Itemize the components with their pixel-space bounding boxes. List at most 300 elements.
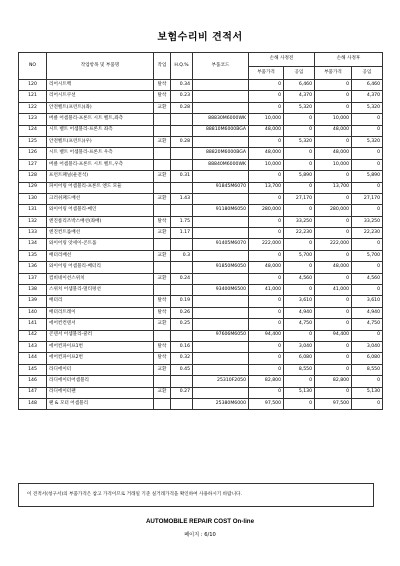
row-no: 125 [19,136,47,147]
row-hq-percent: 0.45 [171,364,193,375]
row-before-labor: 33,250 [284,216,315,227]
row-after-part-price: 0 [315,307,352,318]
row-item-name: 엔진컨트롤배선 [47,228,154,239]
row-before-part-price: 0 [249,102,284,113]
row-part-code: 88820M6000BGA [193,148,249,159]
row-after-labor: 5,890 [352,171,383,182]
row-part-code: 93400M6500 [193,285,249,296]
header-before-part-price: 부품가격 [249,67,284,80]
row-part-code: 88830M6000WK [193,114,249,125]
header-before-labor: 공임 [284,67,315,80]
row-work-type [154,239,171,250]
row-before-part-price: 0 [249,319,284,330]
row-after-labor: 33,250 [352,216,383,227]
table-row [19,80,383,91]
row-work-type: 교환 [154,171,171,182]
row-part-code [193,296,249,307]
row-after-labor: 27,170 [352,193,383,204]
row-after-part-price: 0 [315,171,352,182]
row-work-type [154,205,171,216]
row-before-labor: 0 [284,159,315,170]
row-item-name: 시트 벨트 어셈블리-프론트 좌측 [47,125,154,136]
row-hq-percent: 0.23 [171,91,193,102]
row-after-part-price: 10,000 [315,114,352,125]
row-before-labor: 0 [284,148,315,159]
row-hq-percent: 1.75 [171,216,193,227]
row-no: 143 [19,341,47,352]
row-after-part-price: 13,700 [315,182,352,193]
row-before-labor: 0 [284,239,315,250]
row-after-labor: 6,080 [352,353,383,364]
row-after-part-price: 0 [315,91,352,102]
row-after-part-price: 0 [315,136,352,147]
row-item-name: 배터리 [47,296,154,307]
row-before-labor: 0 [284,205,315,216]
table-row [19,307,383,318]
row-no: 140 [19,307,47,318]
row-item-name: 에어컨파이프2번 [47,353,154,364]
row-item-name: 에어컨파이프1번 [47,341,154,352]
row-work-type: 교환 [154,364,171,375]
table-row [19,319,383,330]
row-no: 148 [19,398,47,409]
table-row [19,182,383,193]
row-no: 130 [19,193,47,204]
row-after-labor: 6,460 [352,80,383,91]
row-no: 127 [19,159,47,170]
row-before-part-price: 222,000 [249,239,284,250]
header-item: 작업항목 및 부품명 [47,53,154,80]
row-after-labor: 5,320 [352,102,383,113]
row-part-code: 97606M6050 [193,330,249,341]
row-hq-percent [171,239,193,250]
row-no: 135 [19,250,47,261]
row-before-labor: 0 [284,182,315,193]
row-part-code: 91180M6050 [193,205,249,216]
header-hq: H.Q.% [171,53,193,80]
row-part-code [193,307,249,318]
row-before-part-price: 10,000 [249,159,284,170]
row-after-part-price: 0 [315,341,352,352]
row-before-labor: 0 [284,330,315,341]
row-before-labor: 0 [284,376,315,387]
row-hq-percent [171,114,193,125]
row-work-type: 교환 [154,193,171,204]
row-before-labor: 0 [284,398,315,409]
row-before-labor: 0 [284,114,315,125]
row-before-part-price: 82,800 [249,376,284,387]
row-before-part-price: 280,000 [249,205,284,216]
row-hq-percent: 1.17 [171,228,193,239]
row-no: 138 [19,285,47,296]
row-before-labor: 0 [284,262,315,273]
row-part-code [193,228,249,239]
row-hq-percent: 0.3 [171,250,193,261]
table-row [19,193,383,204]
row-work-type [154,182,171,193]
row-before-part-price: 48,000 [249,148,284,159]
page-indicator: 페이지 : 6/10 [184,532,216,538]
row-after-labor: 0 [352,182,383,193]
table-row [19,285,383,296]
row-after-labor: 5,130 [352,387,383,398]
row-after-labor: 0 [352,205,383,216]
row-before-labor: 8,550 [284,364,315,375]
row-after-part-price: 41,000 [315,285,352,296]
row-part-code: 91405M6070 [193,239,249,250]
row-hq-percent [171,205,193,216]
row-after-labor: 0 [352,330,383,341]
row-before-labor: 4,370 [284,91,315,102]
document-title: 보험수리비 견적서 [157,32,243,43]
row-after-labor: 0 [352,159,383,170]
row-hq-percent [171,125,193,136]
row-hq-percent [171,159,193,170]
row-before-labor: 4,940 [284,307,315,318]
row-before-labor: 3,610 [284,296,315,307]
row-part-code [193,353,249,364]
row-before-part-price: 94,400 [249,330,284,341]
row-part-code [193,341,249,352]
row-before-labor: 5,320 [284,136,315,147]
row-before-part-price: 48,000 [249,125,284,136]
row-after-labor: 0 [352,398,383,409]
row-after-labor: 0 [352,125,383,136]
row-before-part-price: 0 [249,307,284,318]
row-before-labor: 5,320 [284,102,315,113]
row-before-part-price: 0 [249,193,284,204]
row-work-type: 탈착 [154,341,171,352]
row-before-part-price: 0 [249,353,284,364]
header-after-labor: 공임 [352,67,383,80]
row-after-labor: 0 [352,114,383,125]
header-after-part-price: 부품가격 [315,67,352,80]
row-no: 139 [19,296,47,307]
row-hq-percent [171,148,193,159]
row-after-labor: 4,370 [352,91,383,102]
row-before-part-price: 0 [249,387,284,398]
row-no: 123 [19,114,47,125]
table-row [19,387,383,398]
row-part-code [193,387,249,398]
header-before-assessment: 손해 사정전 [249,53,315,67]
row-no: 124 [19,125,47,136]
row-no: 144 [19,353,47,364]
row-hq-percent: 1.43 [171,193,193,204]
table-row [19,273,383,284]
table-row [19,341,383,352]
row-before-part-price: 0 [249,228,284,239]
row-after-part-price: 0 [315,80,352,91]
row-no: 120 [19,80,47,91]
table-row [19,148,383,159]
row-item-name: 버클 어셈블리-프론트 시트 벨트,좌측 [47,114,154,125]
row-part-code [193,273,249,284]
row-before-part-price: 0 [249,80,284,91]
row-after-part-price: 0 [315,364,352,375]
row-no: 147 [19,387,47,398]
row-before-part-price: 0 [249,136,284,147]
row-part-code [193,193,249,204]
row-part-code [193,319,249,330]
row-part-code: 88810M6000BGA [193,125,249,136]
table-row [19,228,383,239]
row-part-code [193,91,249,102]
row-after-part-price: 280,000 [315,205,352,216]
row-no: 137 [19,273,47,284]
row-after-part-price: 94,400 [315,330,352,341]
row-hq-percent [171,376,193,387]
row-after-part-price: 0 [315,296,352,307]
row-work-type: 교환 [154,319,171,330]
row-item-name: 와이어링 어셈블리-메인 [47,205,154,216]
row-after-labor: 0 [352,376,383,387]
row-no: 146 [19,376,47,387]
row-after-labor: 4,940 [352,307,383,318]
row-before-labor: 4,750 [284,319,315,330]
row-before-part-price: 0 [249,250,284,261]
row-before-part-price: 0 [249,171,284,182]
row-hq-percent: 0.32 [171,353,193,364]
row-item-name: 안전벨트(프런트)(우) [47,136,154,147]
row-item-name: 파이어링 어셈블리-프론트 엔드 모듈 [47,182,154,193]
row-item-name: 엔진룸리즈박스배선(좌배) [47,216,154,227]
table-row [19,205,383,216]
header-part-code: 부품코드 [193,53,249,80]
row-work-type [154,148,171,159]
row-hq-percent [171,398,193,409]
row-work-type [154,330,171,341]
row-hq-percent: 0.16 [171,341,193,352]
row-hq-percent: 0.28 [171,102,193,113]
row-after-labor: 3,610 [352,296,383,307]
table-row [19,376,383,387]
row-hq-percent [171,182,193,193]
row-work-type: 교환 [154,387,171,398]
table-row [19,91,383,102]
table-row [19,262,383,273]
row-after-part-price: 82,800 [315,376,352,387]
row-before-labor: 5,700 [284,250,315,261]
row-after-part-price: 0 [315,228,352,239]
header-after-assessment: 손해 사정후 [315,53,383,67]
row-item-name: 콘덴서 어셈블리-쿨러 [47,330,154,341]
table-row [19,398,383,409]
row-after-labor: 3,040 [352,341,383,352]
row-part-code: 25380M6000 [193,398,249,409]
row-hq-percent: 0.27 [171,387,193,398]
footer-brand: AUTOMOBILE REPAIR COST On-line [145,518,255,525]
row-after-labor: 0 [352,148,383,159]
row-before-labor: 27,170 [284,193,315,204]
row-no: 128 [19,171,47,182]
row-hq-percent [171,330,193,341]
row-before-labor: 4,560 [284,273,315,284]
row-after-labor: 4,560 [352,273,383,284]
row-work-type: 교환 [154,273,171,284]
row-item-name: 배터리배선 [47,250,154,261]
row-work-type [154,125,171,136]
row-work-type: 탈착 [154,353,171,364]
table-row [19,125,383,136]
row-item-name: 와이어링 어셈블리-배터리 [47,262,154,273]
row-before-part-price: 41,000 [249,285,284,296]
row-work-type [154,159,171,170]
table-row [19,136,383,147]
row-before-part-price: 13,700 [249,182,284,193]
row-after-part-price: 48,000 [315,148,352,159]
row-work-type [154,398,171,409]
row-part-code [193,80,249,91]
row-after-part-price: 0 [315,319,352,330]
row-no: 121 [19,91,47,102]
table-body [19,80,383,410]
table-row [19,296,383,307]
table-row [19,171,383,182]
row-after-part-price: 0 [315,250,352,261]
row-item-name: 팬 & 모터 어셈블리 [47,398,154,409]
table-row [19,330,383,341]
row-after-part-price: 48,000 [315,262,352,273]
row-item-name: 리어시트백 [47,80,154,91]
row-after-part-price: 0 [315,102,352,113]
row-after-part-price: 222,000 [315,239,352,250]
row-work-type: 교환 [154,228,171,239]
row-no: 131 [19,205,47,216]
row-before-part-price: 0 [249,91,284,102]
row-hq-percent: 0.28 [171,136,193,147]
row-work-type: 교환 [154,102,171,113]
row-before-labor: 0 [284,285,315,296]
row-after-labor: 0 [352,239,383,250]
row-after-labor: 22,230 [352,228,383,239]
row-after-labor: 4,750 [352,319,383,330]
table-row [19,353,383,364]
row-after-part-price: 0 [315,273,352,284]
row-no: 129 [19,182,47,193]
row-hq-percent: 0.31 [171,171,193,182]
row-hq-percent [171,285,193,296]
row-before-part-price: 0 [249,273,284,284]
row-part-code: 88840M6000WK [193,159,249,170]
header-work: 작업 [154,53,171,80]
row-before-labor: 22,230 [284,228,315,239]
row-after-part-price: 0 [315,193,352,204]
row-after-labor: 5,700 [352,250,383,261]
row-work-type: 탈착 [154,91,171,102]
row-after-labor: 5,320 [352,136,383,147]
row-item-name: 라디에이터팬 [47,387,154,398]
row-no: 136 [19,262,47,273]
row-after-part-price: 10,000 [315,159,352,170]
row-part-code [193,171,249,182]
row-after-labor: 0 [352,285,383,296]
row-no: 134 [19,239,47,250]
estimate-table [18,52,383,410]
row-work-type: 교환 [154,250,171,261]
row-work-type: 탈착 [154,80,171,91]
row-item-name: 배터리트레이 [47,307,154,318]
row-no: 132 [19,216,47,227]
row-no: 122 [19,102,47,113]
row-no: 133 [19,228,47,239]
price-notice: 이 견적서(청구서)의 부품가격은 참고 가격이므로 거래일 기준 실거래가격을 확인하여 사용하시기 바랍니다. [18,483,374,507]
row-item-name: 에어컨컨덴서 [47,319,154,330]
row-after-part-price: 0 [315,353,352,364]
row-no: 142 [19,330,47,341]
row-hq-percent: 0.24 [171,273,193,284]
row-item-name: 안전벨트(프런트)(좌) [47,102,154,113]
header-no: NO [19,53,47,80]
row-part-code [193,250,249,261]
table-row [19,250,383,261]
row-after-labor: 8,550 [352,364,383,375]
row-no: 145 [19,364,47,375]
table-row [19,239,383,250]
header-row-top [19,53,383,67]
row-hq-percent [171,262,193,273]
row-after-part-price: 48,000 [315,125,352,136]
row-hq-percent: 0.34 [171,80,193,91]
row-before-labor: 6,080 [284,353,315,364]
row-part-code: 91850M6050 [193,262,249,273]
row-before-part-price: 0 [249,216,284,227]
row-before-labor: 5,890 [284,171,315,182]
row-before-labor: 5,130 [284,387,315,398]
row-item-name: 프런트패널(운전석) [47,171,154,182]
row-item-name: 라디에이터어셈블리 [47,376,154,387]
row-work-type: 교환 [154,136,171,147]
row-hq-percent: 0.19 [171,296,193,307]
row-after-part-price: 0 [315,387,352,398]
row-item-name: 버클 어셈블리-프론트 시트 벨트,우측 [47,159,154,170]
table-row [19,159,383,170]
row-before-part-price: 0 [249,296,284,307]
row-before-part-price: 48,000 [249,262,284,273]
row-part-code: 91845M6070 [193,182,249,193]
row-no: 141 [19,319,47,330]
row-hq-percent: 0.25 [171,319,193,330]
row-item-name: 리어시트쿠션 [47,91,154,102]
row-part-code [193,136,249,147]
table-row [19,216,383,227]
row-before-labor: 3,040 [284,341,315,352]
row-item-name: 컴비네이션스위치 [47,273,154,284]
row-before-part-price: 0 [249,341,284,352]
row-after-labor: 0 [352,262,383,273]
row-part-code: 25310F2050 [193,376,249,387]
row-before-part-price: 97,500 [249,398,284,409]
row-no: 126 [19,148,47,159]
row-after-part-price: 0 [315,216,352,227]
row-part-code [193,364,249,375]
row-part-code [193,216,249,227]
row-work-type: 탈착 [154,296,171,307]
table-row [19,102,383,113]
row-work-type [154,285,171,296]
row-item-name: 크러쉬패드배선 [47,193,154,204]
row-work-type [154,376,171,387]
table-row [19,114,383,125]
row-work-type: 탈착 [154,216,171,227]
row-item-name: 시트 벨트 어셈블리-프론트 우측 [47,148,154,159]
row-item-name: 스위치 어셈블리-멀티펑션 [47,285,154,296]
row-before-part-price: 10,000 [249,114,284,125]
row-work-type [154,262,171,273]
row-part-code [193,102,249,113]
table-row [19,364,383,375]
row-work-type [154,114,171,125]
